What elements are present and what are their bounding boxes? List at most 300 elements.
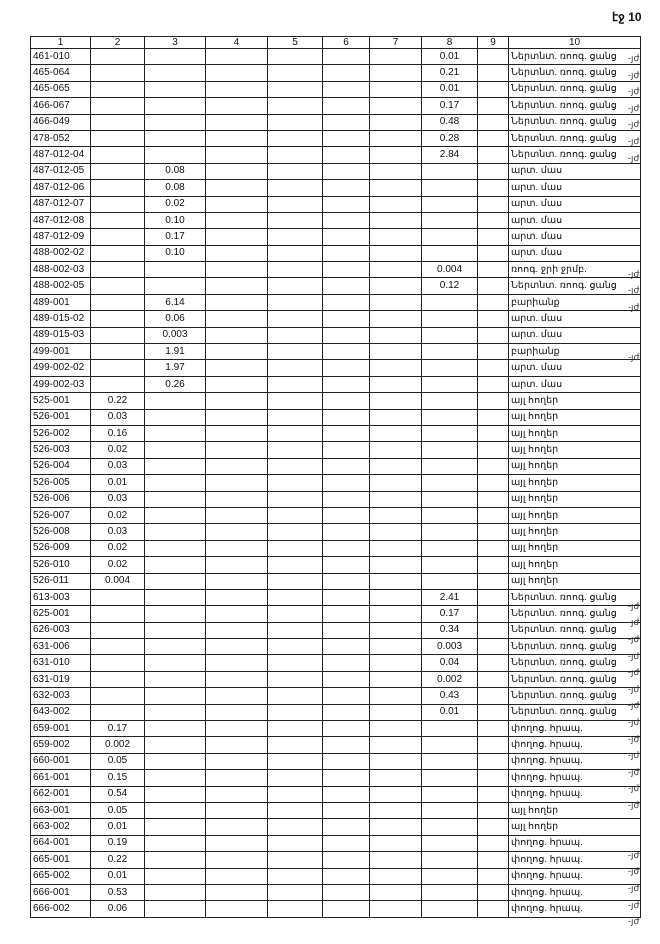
- row-col9-empty: [478, 671, 509, 687]
- row-col3-value: [145, 639, 206, 655]
- row-col7-empty: [370, 245, 422, 261]
- table-row: [31, 540, 641, 556]
- row-col2-value: 0.03: [91, 524, 145, 540]
- row-col6-empty: [323, 458, 370, 474]
- row-col5-empty: [268, 360, 323, 376]
- row-col5-empty: [268, 163, 323, 179]
- row-col6-empty: [323, 721, 370, 737]
- row-col8-value: 0.34: [422, 622, 478, 638]
- row-description: այլ հողեր: [509, 573, 641, 589]
- row-col7-empty: [370, 491, 422, 507]
- row-col8-value: [422, 786, 478, 802]
- row-code: 487-012-05: [31, 163, 91, 179]
- row-col7-empty: [370, 65, 422, 81]
- row-col4-empty: [206, 491, 268, 507]
- row-col2-value: 0.02: [91, 540, 145, 556]
- row-code: 478-052: [31, 130, 91, 146]
- row-col7-empty: [370, 770, 422, 786]
- row-col6-empty: [323, 622, 370, 638]
- row-col9-empty: [478, 688, 509, 704]
- row-description: այլ հողեր: [509, 409, 641, 425]
- row-description: այլ հողեր: [509, 393, 641, 409]
- row-col3-value: 0.10: [145, 245, 206, 261]
- row-col8-value: [422, 393, 478, 409]
- row-col9-empty: [478, 180, 509, 196]
- row-col3-value: 0.06: [145, 311, 206, 327]
- table-row: [31, 671, 641, 687]
- row-col7-empty: [370, 786, 422, 802]
- row-code: 489-015-03: [31, 327, 91, 343]
- row-col6-empty: [323, 524, 370, 540]
- row-code: 631-006: [31, 639, 91, 655]
- row-col7-empty: [370, 753, 422, 769]
- row-col6-empty: [323, 475, 370, 491]
- row-col6-empty: [323, 245, 370, 261]
- row-col5-empty: [268, 212, 323, 228]
- row-code: 487-012-09: [31, 229, 91, 245]
- row-col9-empty: [478, 786, 509, 802]
- table-row: [31, 819, 641, 835]
- row-col4-empty: [206, 622, 268, 638]
- row-col2-value: 0.03: [91, 409, 145, 425]
- row-col3-value: [145, 802, 206, 818]
- row-col5-empty: [268, 737, 323, 753]
- row-col2-value: 0.53: [91, 884, 145, 900]
- row-col5-empty: [268, 180, 323, 196]
- row-col6-empty: [323, 360, 370, 376]
- table-row: [31, 98, 641, 114]
- row-col9-empty: [478, 229, 509, 245]
- column-header: 2: [91, 37, 145, 49]
- row-col2-value: 0.01: [91, 819, 145, 835]
- row-code: 499-002-02: [31, 360, 91, 376]
- row-col8-value: 2.84: [422, 147, 478, 163]
- table-row: [31, 196, 641, 212]
- row-col7-empty: [370, 573, 422, 589]
- row-code: 526-001: [31, 409, 91, 425]
- row-col4-empty: [206, 409, 268, 425]
- table-row: [31, 573, 641, 589]
- row-code: 526-011: [31, 573, 91, 589]
- land-parcel-table: [30, 36, 641, 918]
- row-col2-value: 0.05: [91, 802, 145, 818]
- row-col3-value: [145, 425, 206, 441]
- row-description: ռոոգ. ջրի ջրմբ.: [509, 262, 641, 278]
- table-row: [31, 589, 641, 605]
- table-row: [31, 737, 641, 753]
- row-col8-value: [422, 540, 478, 556]
- row-col5-empty: [268, 753, 323, 769]
- row-col3-value: [145, 688, 206, 704]
- row-col6-empty: [323, 606, 370, 622]
- row-code: 488-002-02: [31, 245, 91, 261]
- table-row: [31, 475, 641, 491]
- row-code: 461-010: [31, 49, 91, 65]
- row-col2-value: [91, 639, 145, 655]
- row-description: արտ. մաս: [509, 229, 641, 245]
- row-col3-value: [145, 147, 206, 163]
- row-col7-empty: [370, 721, 422, 737]
- row-col9-empty: [478, 262, 509, 278]
- row-col4-empty: [206, 180, 268, 196]
- row-col8-value: [422, 802, 478, 818]
- margin-mark: -յժ: [628, 849, 640, 860]
- row-col3-value: [145, 753, 206, 769]
- margin-mark: -յժ: [628, 86, 640, 97]
- row-col9-empty: [478, 639, 509, 655]
- row-col4-empty: [206, 327, 268, 343]
- row-col4-empty: [206, 884, 268, 900]
- row-col3-value: 1.97: [145, 360, 206, 376]
- row-col9-empty: [478, 737, 509, 753]
- row-description: Ներտնտ. ռոոգ. ցանց: [509, 655, 641, 671]
- row-col9-empty: [478, 524, 509, 540]
- row-description: փողոց. հրապ.: [509, 835, 641, 851]
- row-description: արտ. մաս: [509, 163, 641, 179]
- row-description: այլ հողեր: [509, 491, 641, 507]
- table-header-row: [31, 37, 641, 49]
- row-description: բարիանք: [509, 344, 641, 360]
- row-col2-value: 0.17: [91, 721, 145, 737]
- row-col8-value: [422, 770, 478, 786]
- row-col4-empty: [206, 737, 268, 753]
- row-col7-empty: [370, 524, 422, 540]
- row-col5-empty: [268, 114, 323, 130]
- row-code: 625-001: [31, 606, 91, 622]
- row-col6-empty: [323, 49, 370, 65]
- column-header: 1: [31, 37, 91, 49]
- row-col4-empty: [206, 458, 268, 474]
- row-col6-empty: [323, 212, 370, 228]
- row-code: 465-064: [31, 65, 91, 81]
- row-code: 526-010: [31, 557, 91, 573]
- row-col2-value: [91, 163, 145, 179]
- row-code: 526-002: [31, 425, 91, 441]
- table-row: [31, 721, 641, 737]
- row-description: արտ. մաս: [509, 245, 641, 261]
- row-col5-empty: [268, 639, 323, 655]
- row-col7-empty: [370, 507, 422, 523]
- row-col9-empty: [478, 196, 509, 212]
- table-row: [31, 688, 641, 704]
- row-col9-empty: [478, 311, 509, 327]
- row-description: այլ հողեր: [509, 802, 641, 818]
- row-description: արտ. մաս: [509, 196, 641, 212]
- row-col8-value: [422, 196, 478, 212]
- row-col8-value: [422, 819, 478, 835]
- row-col6-empty: [323, 65, 370, 81]
- row-col7-empty: [370, 114, 422, 130]
- row-col5-empty: [268, 868, 323, 884]
- column-header: 6: [323, 37, 370, 49]
- row-col8-value: [422, 507, 478, 523]
- row-col2-value: [91, 262, 145, 278]
- row-col5-empty: [268, 311, 323, 327]
- row-code: 488-002-05: [31, 278, 91, 294]
- margin-mark: -յժ: [628, 69, 640, 80]
- row-col3-value: 1.91: [145, 344, 206, 360]
- row-col8-value: [422, 458, 478, 474]
- row-col2-value: [91, 294, 145, 310]
- row-col5-empty: [268, 786, 323, 802]
- row-col5-empty: [268, 327, 323, 343]
- row-col9-empty: [478, 327, 509, 343]
- row-col3-value: [145, 622, 206, 638]
- row-col2-value: [91, 81, 145, 97]
- row-col5-empty: [268, 147, 323, 163]
- row-col3-value: [145, 475, 206, 491]
- row-col9-empty: [478, 507, 509, 523]
- row-col5-empty: [268, 393, 323, 409]
- row-col8-value: 2.41: [422, 589, 478, 605]
- row-col3-value: [145, 393, 206, 409]
- row-description: արտ. մաս: [509, 311, 641, 327]
- margin-mark: -յժ: [628, 783, 640, 794]
- row-col3-value: [145, 524, 206, 540]
- row-description: այլ հողեր: [509, 507, 641, 523]
- row-col4-empty: [206, 212, 268, 228]
- row-col8-value: 0.01: [422, 49, 478, 65]
- row-col2-value: [91, 688, 145, 704]
- row-col5-empty: [268, 98, 323, 114]
- row-col6-empty: [323, 557, 370, 573]
- row-col8-value: 0.17: [422, 98, 478, 114]
- row-col8-value: 0.48: [422, 114, 478, 130]
- row-col5-empty: [268, 507, 323, 523]
- row-col3-value: [145, 114, 206, 130]
- row-description: արտ. մաս: [509, 360, 641, 376]
- margin-mark: -յժ: [628, 152, 640, 163]
- row-description: արտ. մաս: [509, 327, 641, 343]
- row-col5-empty: [268, 671, 323, 687]
- row-col4-empty: [206, 376, 268, 392]
- table-row: [31, 639, 641, 655]
- row-col9-empty: [478, 852, 509, 868]
- margin-mark: -յժ: [628, 899, 640, 910]
- row-col2-value: [91, 589, 145, 605]
- table-row: [31, 753, 641, 769]
- row-col9-empty: [478, 557, 509, 573]
- margin-mark: -յժ: [628, 600, 640, 611]
- table-row: [31, 180, 641, 196]
- margin-mark: -յժ: [628, 351, 640, 362]
- row-description: Ներտնտ. ռոոգ. ցանց: [509, 671, 641, 687]
- row-col9-empty: [478, 475, 509, 491]
- row-col4-empty: [206, 360, 268, 376]
- row-col7-empty: [370, 688, 422, 704]
- row-col5-empty: [268, 819, 323, 835]
- row-col6-empty: [323, 852, 370, 868]
- table-row: [31, 835, 641, 851]
- row-description: արտ. մաս: [509, 180, 641, 196]
- row-col8-value: [422, 868, 478, 884]
- page-number-label: էջ 10: [612, 10, 642, 24]
- row-col2-value: 0.15: [91, 770, 145, 786]
- row-col3-value: [145, 852, 206, 868]
- row-col3-value: [145, 589, 206, 605]
- row-description: փողոց. հրապ.: [509, 901, 641, 917]
- row-col7-empty: [370, 655, 422, 671]
- row-col5-empty: [268, 196, 323, 212]
- row-col8-value: [422, 835, 478, 851]
- row-col7-empty: [370, 376, 422, 392]
- table-row: [31, 606, 641, 622]
- margin-mark: -յժ: [628, 650, 640, 661]
- margin-mark: -յժ: [628, 800, 640, 810]
- row-code: 659-002: [31, 737, 91, 753]
- row-col3-value: [145, 557, 206, 573]
- row-col8-value: 0.01: [422, 704, 478, 720]
- row-col9-empty: [478, 819, 509, 835]
- row-col4-empty: [206, 704, 268, 720]
- row-description: այլ հողեր: [509, 557, 641, 573]
- row-col8-value: [422, 573, 478, 589]
- row-code: 663-002: [31, 819, 91, 835]
- row-description: Ներտնտ. ռոոգ. ցանց: [509, 49, 641, 65]
- table-row: [31, 344, 641, 360]
- row-col5-empty: [268, 884, 323, 900]
- row-col5-empty: [268, 294, 323, 310]
- row-col5-empty: [268, 245, 323, 261]
- row-col3-value: 0.26: [145, 376, 206, 392]
- row-code: 526-004: [31, 458, 91, 474]
- row-col5-empty: [268, 130, 323, 146]
- row-col7-empty: [370, 393, 422, 409]
- row-col5-empty: [268, 376, 323, 392]
- row-col2-value: [91, 196, 145, 212]
- row-col2-value: [91, 344, 145, 360]
- row-col3-value: [145, 278, 206, 294]
- row-col4-empty: [206, 557, 268, 573]
- row-col8-value: 0.43: [422, 688, 478, 704]
- row-col4-empty: [206, 753, 268, 769]
- row-col3-value: [145, 901, 206, 917]
- row-col7-empty: [370, 130, 422, 146]
- row-col6-empty: [323, 901, 370, 917]
- table-row: [31, 376, 641, 392]
- row-col3-value: [145, 458, 206, 474]
- table-row: [31, 524, 641, 540]
- row-description: Ներտնտ. ռոոգ. ցանց: [509, 639, 641, 655]
- row-col5-empty: [268, 65, 323, 81]
- row-col4-empty: [206, 639, 268, 655]
- row-col9-empty: [478, 393, 509, 409]
- row-col7-empty: [370, 704, 422, 720]
- row-col3-value: [145, 868, 206, 884]
- row-col9-empty: [478, 344, 509, 360]
- row-description: փողոց. հրապ.: [509, 753, 641, 769]
- row-col6-empty: [323, 294, 370, 310]
- row-description: Ներտնտ. ռոոգ. ցանց: [509, 65, 641, 81]
- row-col2-value: 0.01: [91, 475, 145, 491]
- row-col7-empty: [370, 540, 422, 556]
- row-col7-empty: [370, 458, 422, 474]
- row-col3-value: [145, 491, 206, 507]
- row-col7-empty: [370, 884, 422, 900]
- row-col9-empty: [478, 442, 509, 458]
- table-row: [31, 458, 641, 474]
- row-code: 526-008: [31, 524, 91, 540]
- row-col6-empty: [323, 81, 370, 97]
- row-col7-empty: [370, 639, 422, 655]
- row-col8-value: 0.004: [422, 262, 478, 278]
- row-col7-empty: [370, 589, 422, 605]
- row-code: 525-001: [31, 393, 91, 409]
- row-col2-value: [91, 180, 145, 196]
- table-row: [31, 245, 641, 261]
- row-col5-empty: [268, 491, 323, 507]
- row-col9-empty: [478, 573, 509, 589]
- row-col2-value: [91, 49, 145, 65]
- row-col9-empty: [478, 606, 509, 622]
- row-col6-empty: [323, 868, 370, 884]
- table-row: [31, 786, 641, 802]
- row-col4-empty: [206, 721, 268, 737]
- row-col5-empty: [268, 589, 323, 605]
- row-col9-empty: [478, 278, 509, 294]
- table-row: [31, 901, 641, 917]
- row-col9-empty: [478, 409, 509, 425]
- table-row: [31, 491, 641, 507]
- row-code: 489-001: [31, 294, 91, 310]
- table-row: [31, 212, 641, 228]
- row-col9-empty: [478, 721, 509, 737]
- row-col5-empty: [268, 688, 323, 704]
- table-row: [31, 507, 641, 523]
- row-col5-empty: [268, 229, 323, 245]
- table-row: [31, 163, 641, 179]
- row-col8-value: 0.01: [422, 81, 478, 97]
- row-col6-empty: [323, 130, 370, 146]
- row-code: 487-012-07: [31, 196, 91, 212]
- table-row: [31, 229, 641, 245]
- row-description: այլ հողեր: [509, 540, 641, 556]
- table-row: [31, 360, 641, 376]
- row-col3-value: [145, 507, 206, 523]
- row-col2-value: [91, 114, 145, 130]
- row-col7-empty: [370, 212, 422, 228]
- row-col9-empty: [478, 294, 509, 310]
- row-col2-value: [91, 98, 145, 114]
- table-row: [31, 802, 641, 818]
- row-code: 487-012-04: [31, 147, 91, 163]
- row-col9-empty: [478, 360, 509, 376]
- row-col3-value: 0.02: [145, 196, 206, 212]
- row-col7-empty: [370, 81, 422, 97]
- row-col8-value: [422, 475, 478, 491]
- row-col7-empty: [370, 180, 422, 196]
- row-description: այլ հողեր: [509, 524, 641, 540]
- row-col4-empty: [206, 245, 268, 261]
- row-col3-value: [145, 884, 206, 900]
- margin-mark: -յժ: [628, 617, 640, 628]
- row-col9-empty: [478, 65, 509, 81]
- row-col6-empty: [323, 311, 370, 327]
- row-col5-empty: [268, 262, 323, 278]
- table-row: [31, 852, 641, 868]
- row-col5-empty: [268, 425, 323, 441]
- row-col9-empty: [478, 655, 509, 671]
- row-col8-value: [422, 376, 478, 392]
- row-col4-empty: [206, 114, 268, 130]
- row-col4-empty: [206, 393, 268, 409]
- row-col5-empty: [268, 458, 323, 474]
- row-description: Ներտնտ. ռոոգ. ցանց: [509, 147, 641, 163]
- margin-mark: -յժ: [628, 866, 640, 877]
- table-body: [31, 49, 641, 918]
- row-col4-empty: [206, 852, 268, 868]
- row-col2-value: [91, 655, 145, 671]
